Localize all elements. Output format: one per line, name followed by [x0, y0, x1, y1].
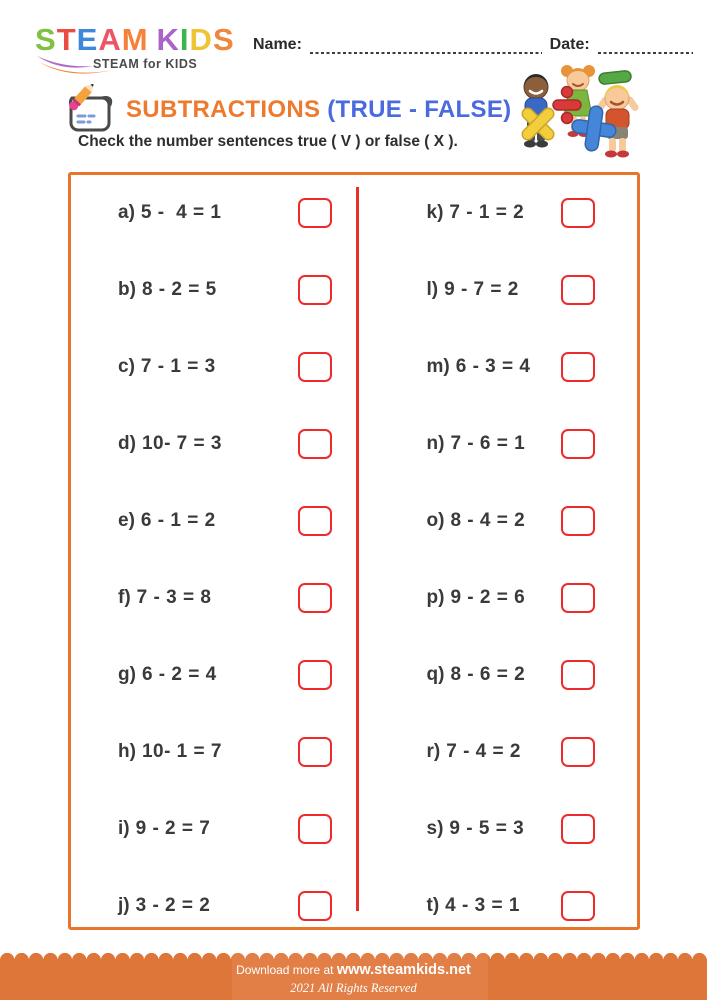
problem-label: l) [426, 279, 439, 300]
answer-checkbox-a[interactable] [298, 198, 332, 228]
problem-label: i) [118, 818, 130, 839]
problem-equation: 7 - 6 = 1 [450, 433, 526, 454]
problem-row-s [427, 814, 596, 844]
problem-equation: 8 - 4 = 2 [450, 510, 526, 531]
problem-label: a) [118, 202, 135, 223]
steam-kids-logo [35, 22, 245, 71]
answer-checkbox-q[interactable] [561, 660, 595, 690]
problem-row-j [118, 891, 332, 921]
problem-row-r [427, 737, 596, 767]
footer-copyright: 2021 All Rights Reserved [290, 981, 417, 995]
footer-download-text: Download more at [236, 963, 337, 977]
problem-label: g) [118, 664, 136, 685]
problem-equation: 9 - 7 = 2 [444, 279, 519, 300]
answer-checkbox-b[interactable] [298, 275, 332, 305]
problem-label: p) [426, 587, 445, 608]
problem-row-f [118, 583, 332, 613]
problem-label: o) [426, 510, 445, 531]
pencil-paper-icon [62, 84, 118, 136]
logo-letter: I [179, 22, 190, 57]
logo-letter: A [98, 22, 122, 57]
page-title [126, 96, 511, 124]
problem-equation: 9 - 2 = 6 [450, 587, 526, 608]
problem-row-m [427, 352, 596, 382]
problem-equation: 6 - 1 = 2 [140, 510, 216, 531]
problem-equation: 8 - 2 = 5 [141, 279, 217, 300]
problem-label: d) [118, 433, 136, 454]
answer-checkbox-s[interactable] [561, 814, 595, 844]
answer-checkbox-r[interactable] [561, 737, 595, 767]
problem-row-h [118, 737, 332, 767]
header-fields [253, 36, 693, 54]
answer-checkbox-c[interactable] [298, 352, 332, 382]
problem-label: j) [118, 895, 130, 916]
problem-equation: 8 - 6 = 2 [450, 664, 526, 685]
problem-label: s) [426, 818, 444, 839]
problems-column-right [359, 175, 638, 927]
title-suffix: (TRUE - FALSE) [327, 96, 512, 123]
problem-row-q [427, 660, 596, 690]
logo-wordmark [35, 24, 245, 55]
logo-letter: S [35, 22, 57, 57]
problem-label: k) [426, 202, 444, 223]
problem-row-n [427, 429, 596, 459]
problem-row-p [427, 583, 596, 613]
answer-checkbox-t[interactable] [561, 891, 595, 921]
name-label: Name: [253, 36, 302, 53]
instruction-text: Check the number sentences true ( V ) or false ( X ). [78, 133, 458, 150]
problem-label: q) [426, 664, 445, 685]
problem-row-t [427, 891, 596, 921]
problem-label: m) [426, 356, 450, 377]
title-row [62, 84, 511, 136]
problem-row-c [118, 352, 332, 382]
answer-checkbox-f[interactable] [298, 583, 332, 613]
problems-box [68, 172, 640, 930]
problem-equation: 9 - 2 = 7 [135, 818, 211, 839]
logo-letter: T [56, 22, 77, 57]
problem-row-a [118, 198, 332, 228]
kids-math-illustration [511, 62, 645, 168]
problem-row-i [118, 814, 332, 844]
problem-equation: 7 - 1 = 2 [449, 202, 525, 223]
answer-checkbox-g[interactable] [298, 660, 332, 690]
answer-checkbox-d[interactable] [298, 429, 332, 459]
problem-row-e [118, 506, 332, 536]
problem-equation: 10- 1 = 7 [141, 741, 222, 762]
problem-row-o [427, 506, 596, 536]
problem-equation: 4 - 3 = 1 [445, 895, 520, 916]
problem-equation: 7 - 3 = 8 [136, 587, 212, 608]
problem-label: c) [118, 356, 135, 377]
problem-label: b) [118, 279, 136, 300]
logo-letter: E [76, 22, 99, 57]
problem-row-l [427, 275, 596, 305]
kid-left [511, 74, 566, 152]
problem-equation: 9 - 5 = 3 [449, 818, 525, 839]
minus-symbol [599, 70, 632, 84]
answer-checkbox-i[interactable] [298, 814, 332, 844]
name-input-line[interactable] [310, 42, 542, 54]
problem-equation: 3 - 2 = 2 [135, 895, 211, 916]
problem-label: r) [426, 741, 441, 762]
answer-checkbox-k[interactable] [561, 198, 595, 228]
problem-label: e) [118, 510, 135, 531]
answer-checkbox-j[interactable] [298, 891, 332, 921]
problem-equation: 7 - 1 = 3 [140, 356, 216, 377]
logo-letter: K [156, 22, 180, 57]
footer-text [0, 962, 707, 996]
answer-checkbox-m[interactable] [561, 352, 595, 382]
problem-row-k [427, 198, 596, 228]
answer-checkbox-o[interactable] [561, 506, 595, 536]
problem-equation: 10- 7 = 3 [141, 433, 222, 454]
problem-row-d [118, 429, 332, 459]
problem-label: f) [118, 587, 131, 608]
answer-checkbox-h[interactable] [298, 737, 332, 767]
logo-letter: S [212, 22, 235, 57]
problems-column-left [71, 175, 356, 927]
problem-row-b [118, 275, 332, 305]
problem-label: t) [426, 895, 440, 916]
title-main: SUBTRACTIONS [126, 96, 321, 123]
date-input-line[interactable] [598, 42, 693, 54]
problem-equation: 7 - 4 = 2 [446, 741, 521, 762]
footer [0, 948, 707, 1000]
logo-tagline: STEAM for KIDS [93, 57, 198, 71]
problem-row-g [118, 660, 332, 690]
problem-equation: 5 - 4 = 1 [140, 202, 222, 223]
answer-checkbox-l[interactable] [561, 275, 595, 305]
problem-label: h) [118, 741, 136, 762]
answer-checkbox-p[interactable] [561, 583, 595, 613]
logo-letter: D [189, 22, 213, 57]
problem-equation: 6 - 3 = 4 [455, 356, 531, 377]
problem-label: n) [426, 433, 445, 454]
date-label: Date: [549, 36, 590, 53]
answer-checkbox-e[interactable] [298, 506, 332, 536]
problem-equation: 6 - 2 = 4 [141, 664, 217, 685]
logo-letter: M [121, 22, 149, 57]
footer-site-link[interactable]: www.steamkids.net [336, 962, 471, 978]
answer-checkbox-n[interactable] [561, 429, 595, 459]
